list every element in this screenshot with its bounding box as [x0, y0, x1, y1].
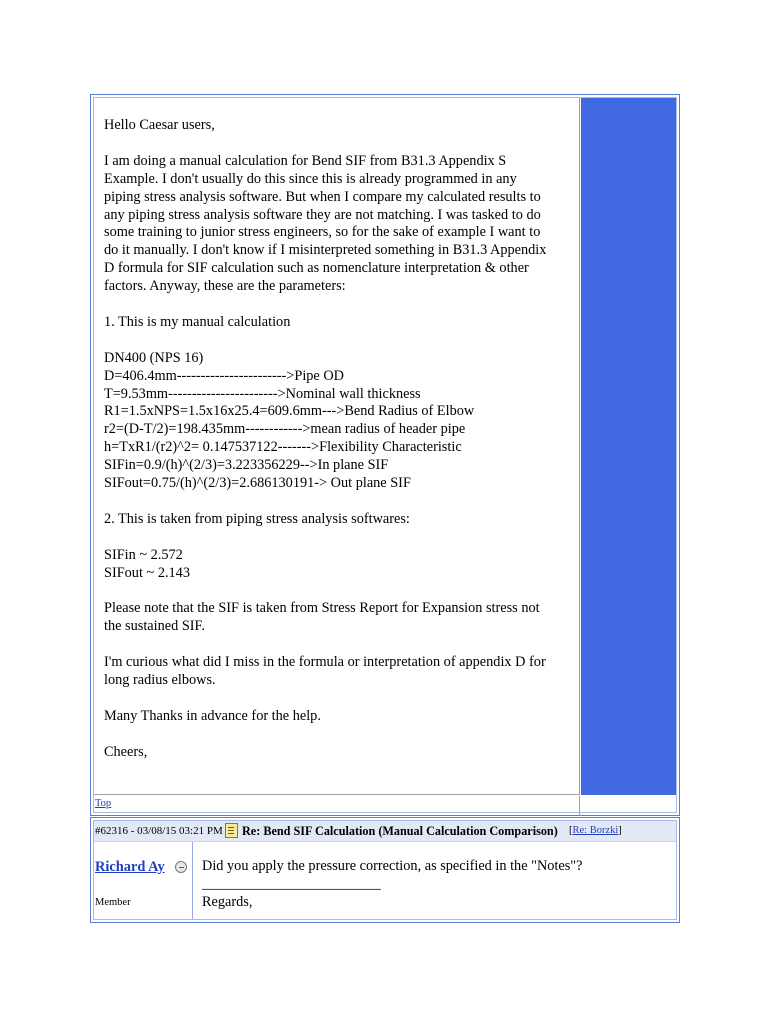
- reply-post: [90, 817, 680, 923]
- reply-reference: [569, 821, 622, 841]
- post-body: [94, 98, 580, 795]
- note-paragraph: Please note that the SIF is taken from Stress Report for Expansion stress not the sustained SIF.: [104, 600, 540, 635]
- top-link[interactable]: Top: [95, 798, 112, 809]
- software-heading: 2. This is taken from piping stress analysis softwares:: [104, 510, 410, 527]
- reply-regards: Regards,: [202, 893, 253, 910]
- calc-heading: 1. This is my manual calculation: [104, 313, 291, 330]
- reply-to-link[interactable]: Re: Borzki: [572, 825, 619, 836]
- reply-header: [94, 821, 676, 842]
- original-post: [90, 94, 680, 816]
- post-footer-side: [581, 796, 676, 816]
- intro-paragraph: I am doing a manual calculation for Bend SIF from B31.3 Appendix S Example. I don't usually do this since this is already programmed in any piping stress analysis software. But when I compare my calculated results to any piping stress analysis software they are not matching. I was tasked to do some training to junior stress engineers, so for the sake of example I want to do it manually. I don't know if I misinterpreted something in B31.3 Appendix D formula for SIF calculation such as nomenclature interpretation & other factors. Anyway, these are the parameters:: [104, 152, 547, 295]
- post-meta: #62316 - 03/08/15 03:21 PM: [95, 825, 223, 837]
- author-panel: [94, 842, 193, 919]
- reply-body: [202, 842, 672, 919]
- signature-separator: _________________________: [202, 875, 381, 892]
- software-results: SIFin ~ 2.572 SIFout ~ 2.143: [104, 546, 190, 581]
- sidebar-panel: [581, 98, 676, 795]
- offline-status-icon: [175, 861, 187, 873]
- question-paragraph: I'm curious what did I miss in the formula or interpretation of appendix D for long radius elbows.: [104, 654, 546, 688]
- thanks-paragraph: Many Thanks in advance for the help.: [104, 707, 321, 724]
- signoff: Cheers,: [104, 743, 148, 760]
- original-post-frame: [93, 97, 677, 813]
- re-close-bracket: ]: [618, 825, 622, 836]
- post-icon: [225, 823, 238, 838]
- re-open-bracket: [: [569, 825, 573, 836]
- author-name[interactable]: Richard Ay: [95, 859, 165, 875]
- calc-parameters: DN400 (NPS 16) D=406.4mm----------------------->Pipe OD T=9.53mm----------------------->Nominal wall thickness R1=1.5xNPS=1.5x16x25.4=609.6mm--->Bend Radius of Elbow r2=(D-T/2)=198.435mm------------>mean radius of header pipe h=TxR1/(r2)^2= 0.147537122------->Flexibility Characteristic SIFin=0.9/(h)^(2/3)=3.223356229-->In plane SIF SIFout=0.75/(h)^(2/3)=2.686130191-> Out plane SIF: [104, 349, 475, 492]
- post-subject: Re: Bend SIF Calculation (Manual Calculation Comparison): [242, 824, 558, 838]
- greeting: Hello Caesar users,: [104, 117, 215, 133]
- author-role: Member: [95, 897, 131, 908]
- post-footer: [94, 796, 580, 816]
- reply-post-frame: [93, 820, 677, 920]
- reply-question: Did you apply the pressure correction, as specified in the "Notes"?: [202, 858, 583, 874]
